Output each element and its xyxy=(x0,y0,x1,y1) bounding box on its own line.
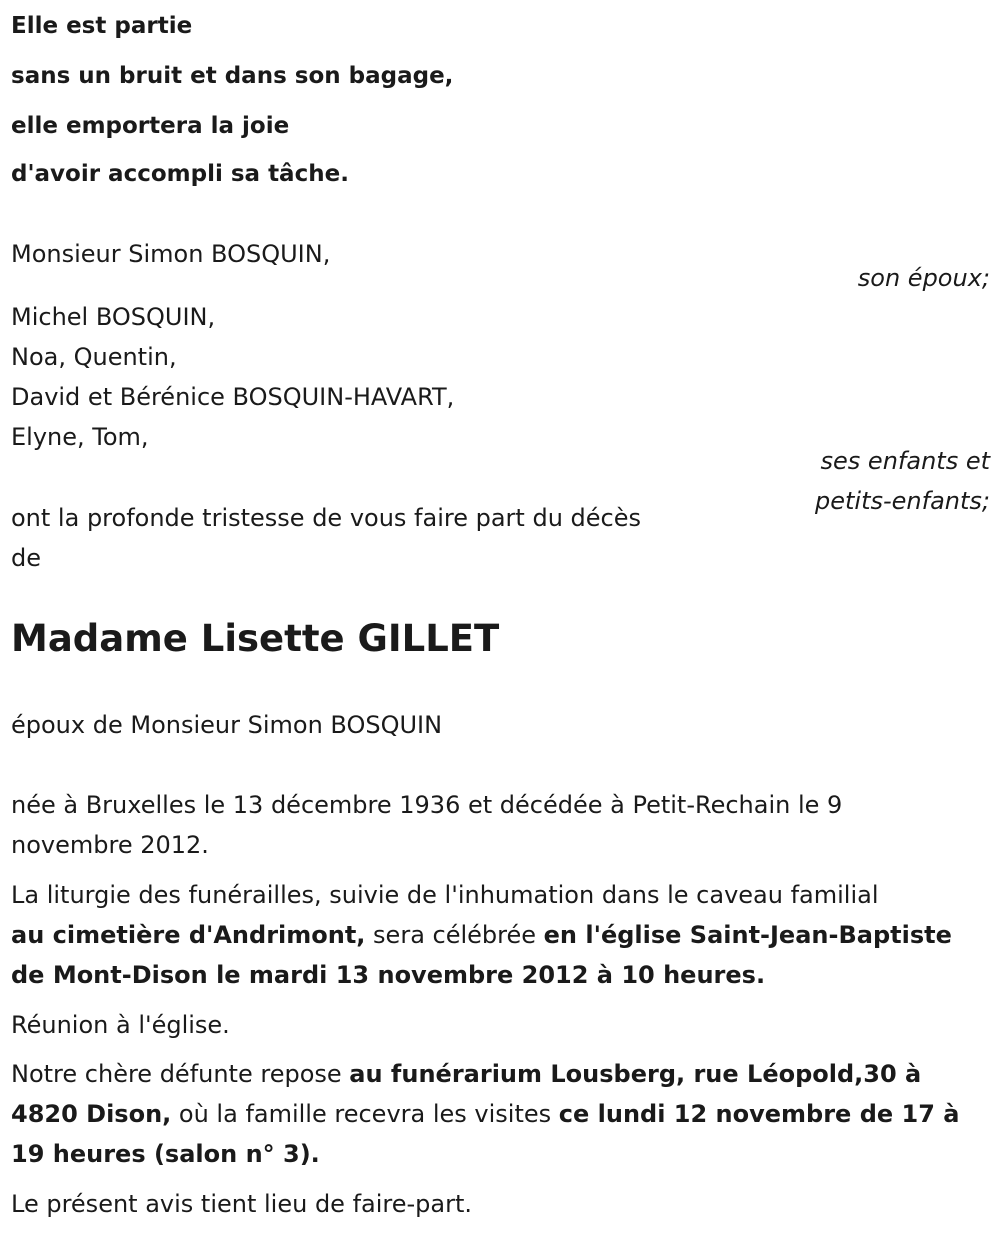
funeral-cemetery: au cimetière d'Andrimont, xyxy=(11,921,366,949)
rest-city: 4820 Dison, xyxy=(11,1100,172,1128)
rest-visit-date: ce lundi 12 novembre de 17 à xyxy=(558,1100,960,1128)
announcement-line-2: de xyxy=(11,544,41,572)
closing-text: Le présent avis tient lieu de faire-part. xyxy=(11,1190,473,1218)
deceased-name: Madame Lisette GILLET xyxy=(11,617,500,660)
rest-line-2 xyxy=(11,1094,959,1134)
children-role-line-2: petits-enfants; xyxy=(815,487,990,515)
gathering-text: Réunion à l'église. xyxy=(11,1011,230,1039)
rest-intro: Notre chère défunte repose xyxy=(11,1060,350,1088)
poem-line-2: sans un bruit et dans son bagage, xyxy=(11,63,454,89)
funeral-line-2 xyxy=(11,915,952,955)
children-role-line-1: ses enfants et xyxy=(820,447,990,475)
rest-visits: où la famille recevra les visites xyxy=(171,1100,559,1128)
spouse-name: Monsieur Simon BOSQUIN, xyxy=(11,240,331,268)
poem-line-1: Elle est partie xyxy=(11,13,193,39)
poem-line-4: d'avoir accompli sa tâche. xyxy=(11,161,349,187)
announcement-line-1: ont la profonde tristesse de vous faire part du décès xyxy=(11,504,641,532)
poem-line-3: elle emportera la joie xyxy=(11,113,290,139)
birth-death-line-1: née à Bruxelles le 13 décembre 1936 et décédée à Petit-Rechain le 9 xyxy=(11,791,843,819)
child-line-3: David et Bérénice BOSQUIN-HAVART, xyxy=(11,383,455,411)
birth-death-line-2: novembre 2012. xyxy=(11,831,209,859)
child-line-1: Michel BOSQUIN, xyxy=(11,303,216,331)
child-line-4: Elyne, Tom, xyxy=(11,423,149,451)
rest-funeral-home: au funérarium Lousberg, rue Léopold,30 à xyxy=(349,1060,922,1088)
spouse-role: son époux; xyxy=(857,264,990,292)
funeral-line-3 xyxy=(11,955,765,995)
funeral-date: de Mont-Dison le mardi 13 novembre 2012 à 10 heures. xyxy=(11,961,766,989)
child-line-2: Noa, Quentin, xyxy=(11,343,177,371)
rest-line-1 xyxy=(11,1054,921,1094)
funeral-celebrated: sera célébrée xyxy=(365,921,544,949)
relation-text: époux de Monsieur Simon BOSQUIN xyxy=(11,711,443,739)
funeral-church: en l'église Saint-Jean-Baptiste xyxy=(543,921,952,949)
rest-line-3 xyxy=(11,1134,320,1174)
funeral-line-1: La liturgie des funérailles, suivie de l'inhumation dans le caveau familial xyxy=(11,881,879,909)
rest-visit-hours: 19 heures (salon n° 3). xyxy=(11,1140,320,1168)
